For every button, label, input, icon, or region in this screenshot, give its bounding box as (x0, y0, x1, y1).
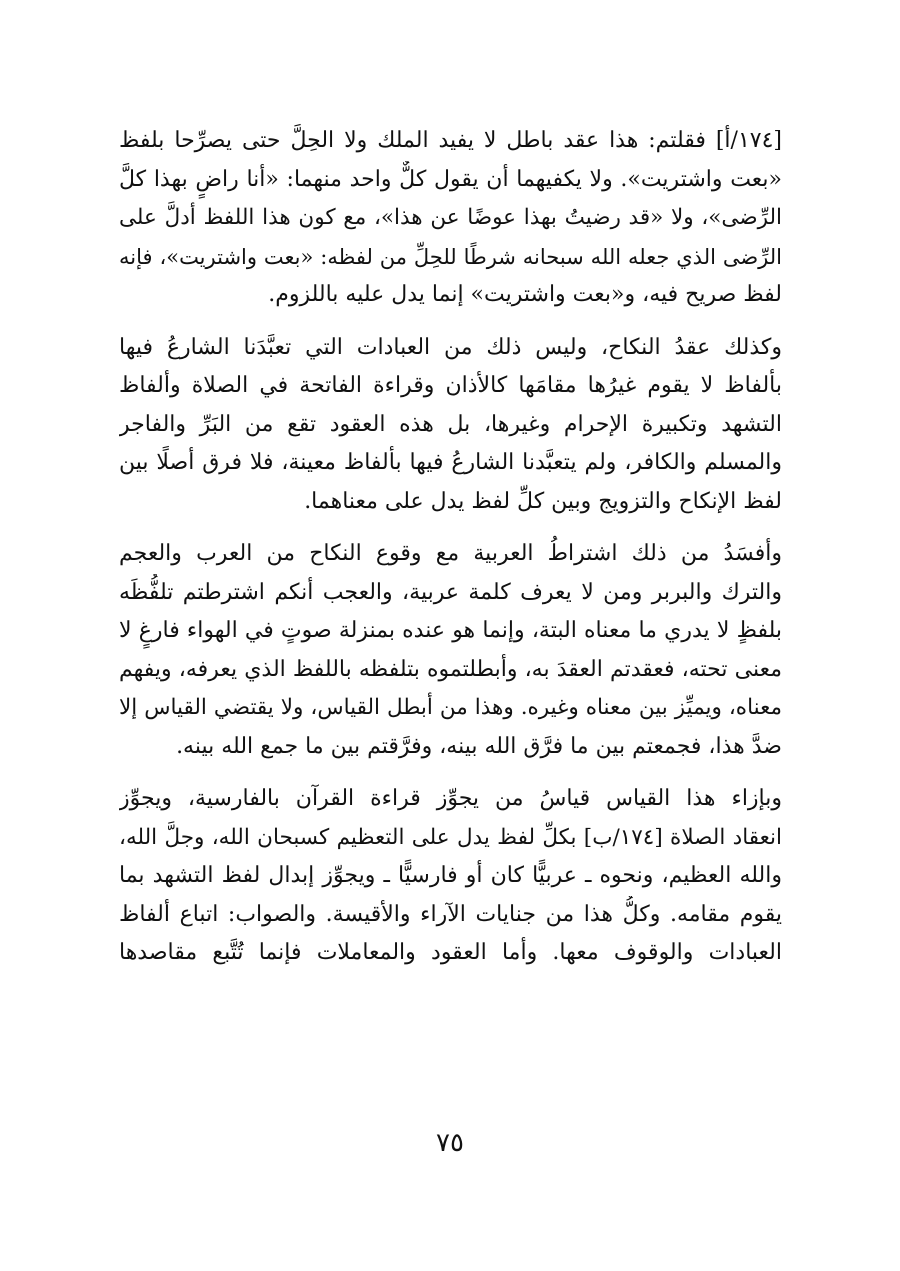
paragraph-1 (119, 122, 782, 315)
text-line: الرِّضى»، ولا «قد رضيتُ بهذا عوضًا عن هذا»، مع كون هذا اللفظ أدلَّ على (119, 205, 782, 230)
text-line: وكذلك عقدُ النكاح، وليس ذلك من العبادات التي تعبَّدَنا الشارعُ فيها (119, 334, 782, 360)
text-line: معناه، ويميِّز بين معناه وغيره. وهذا من أبطل القياس، ولا يقتضي القياس إلا (119, 695, 782, 720)
body-text (119, 122, 782, 987)
text-line: وأفسَدُ من ذلك اشتراطُ العربية مع وقوع النكاح من العرب والعجم (119, 541, 782, 566)
text-line: والمسلم والكافر، ولم يتعبَّدنا الشارعُ فيها بألفاظ معينة، فلا فرق أصلًا بين (119, 450, 782, 475)
page-number: ٧٥ (436, 1128, 464, 1158)
text-line: لفظ الإنكاح والتزويج وبين كلِّ لفظ يدل على معناهما. (304, 488, 782, 514)
paragraph-4 (119, 780, 782, 973)
text-line: بألفاظ لا يقوم غيرُها مقامَها كالأذان وقراءة الفاتحة في الصلاة وألفاظ (119, 373, 782, 398)
text-line: ضدَّ هذا، فجمعتم بين ما فرَّق الله بينه، وفرَّقتم بين ما جمع الله بينه. (176, 733, 782, 759)
text-line: العبادات والوقوف معها. وأما العقود والمعاملات فإنما تُتَّبع مقاصدها (119, 940, 782, 965)
paragraph-3 (119, 535, 782, 766)
text-line: والترك والبربر ومن لا يعرف كلمة عربية، والعجب أنكم اشترطتم تلفُّظَه (119, 579, 782, 605)
text-line: «بعت واشتريت». ولا يكفيهما أن يقول كلٌّ واحد منهما: «أنا راضٍ بهذا كلَّ (119, 166, 782, 192)
text-line: يقوم مقامه. وكلُّ هذا من جنايات الآراء والأقيسة. والصواب: اتباع ألفاظ (119, 901, 782, 927)
text-line: انعقاد الصلاة [١٧٤/ب] بكلِّ لفظ يدل على التعظيم كسبحان الله، وجلَّ الله، (119, 824, 782, 850)
text-line: بلفظٍ لا يدري ما معناه البتة، وإنما هو عنده بمنزلة صوتٍ في الهواء فارغٍ لا (119, 618, 782, 643)
text-line: والله العظيم، ونحوه ـ عربيًّا كان أو فارسيًّا ـ ويجوِّز إبدال لفظ التشهد بما (119, 863, 782, 888)
text-line: التشهد وتكبيرة الإحرام وغيرها، بل هذه العقود تقع من البَرِّ والفاجر (119, 411, 782, 437)
text-line: لفظ صريح فيه، و«بعت واشتريت» إنما يدل عليه باللزوم. (268, 282, 782, 307)
paragraph-2 (119, 329, 782, 522)
text-line: [١٧٤/أ] فقلتم: هذا عقد باطل لا يفيد الملك ولا الحِلَّ حتى يصرِّحا بلفظ (119, 128, 782, 153)
text-line: معنى تحته، فعقدتم العقدَ به، وأبطلتموه بتلفظه باللفظ الذي يعرفه، ويفهم (119, 656, 782, 682)
text-line: وبإزاء هذا القياس قياسُ من يجوِّز قراءة القرآن بالفارسية، ويجوِّز (119, 786, 782, 811)
text-line: الرِّضى الذي جعله الله سبحانه شرطًا للحِلِّ من لفظه: «بعت واشتريت»، فإنه (119, 244, 782, 269)
